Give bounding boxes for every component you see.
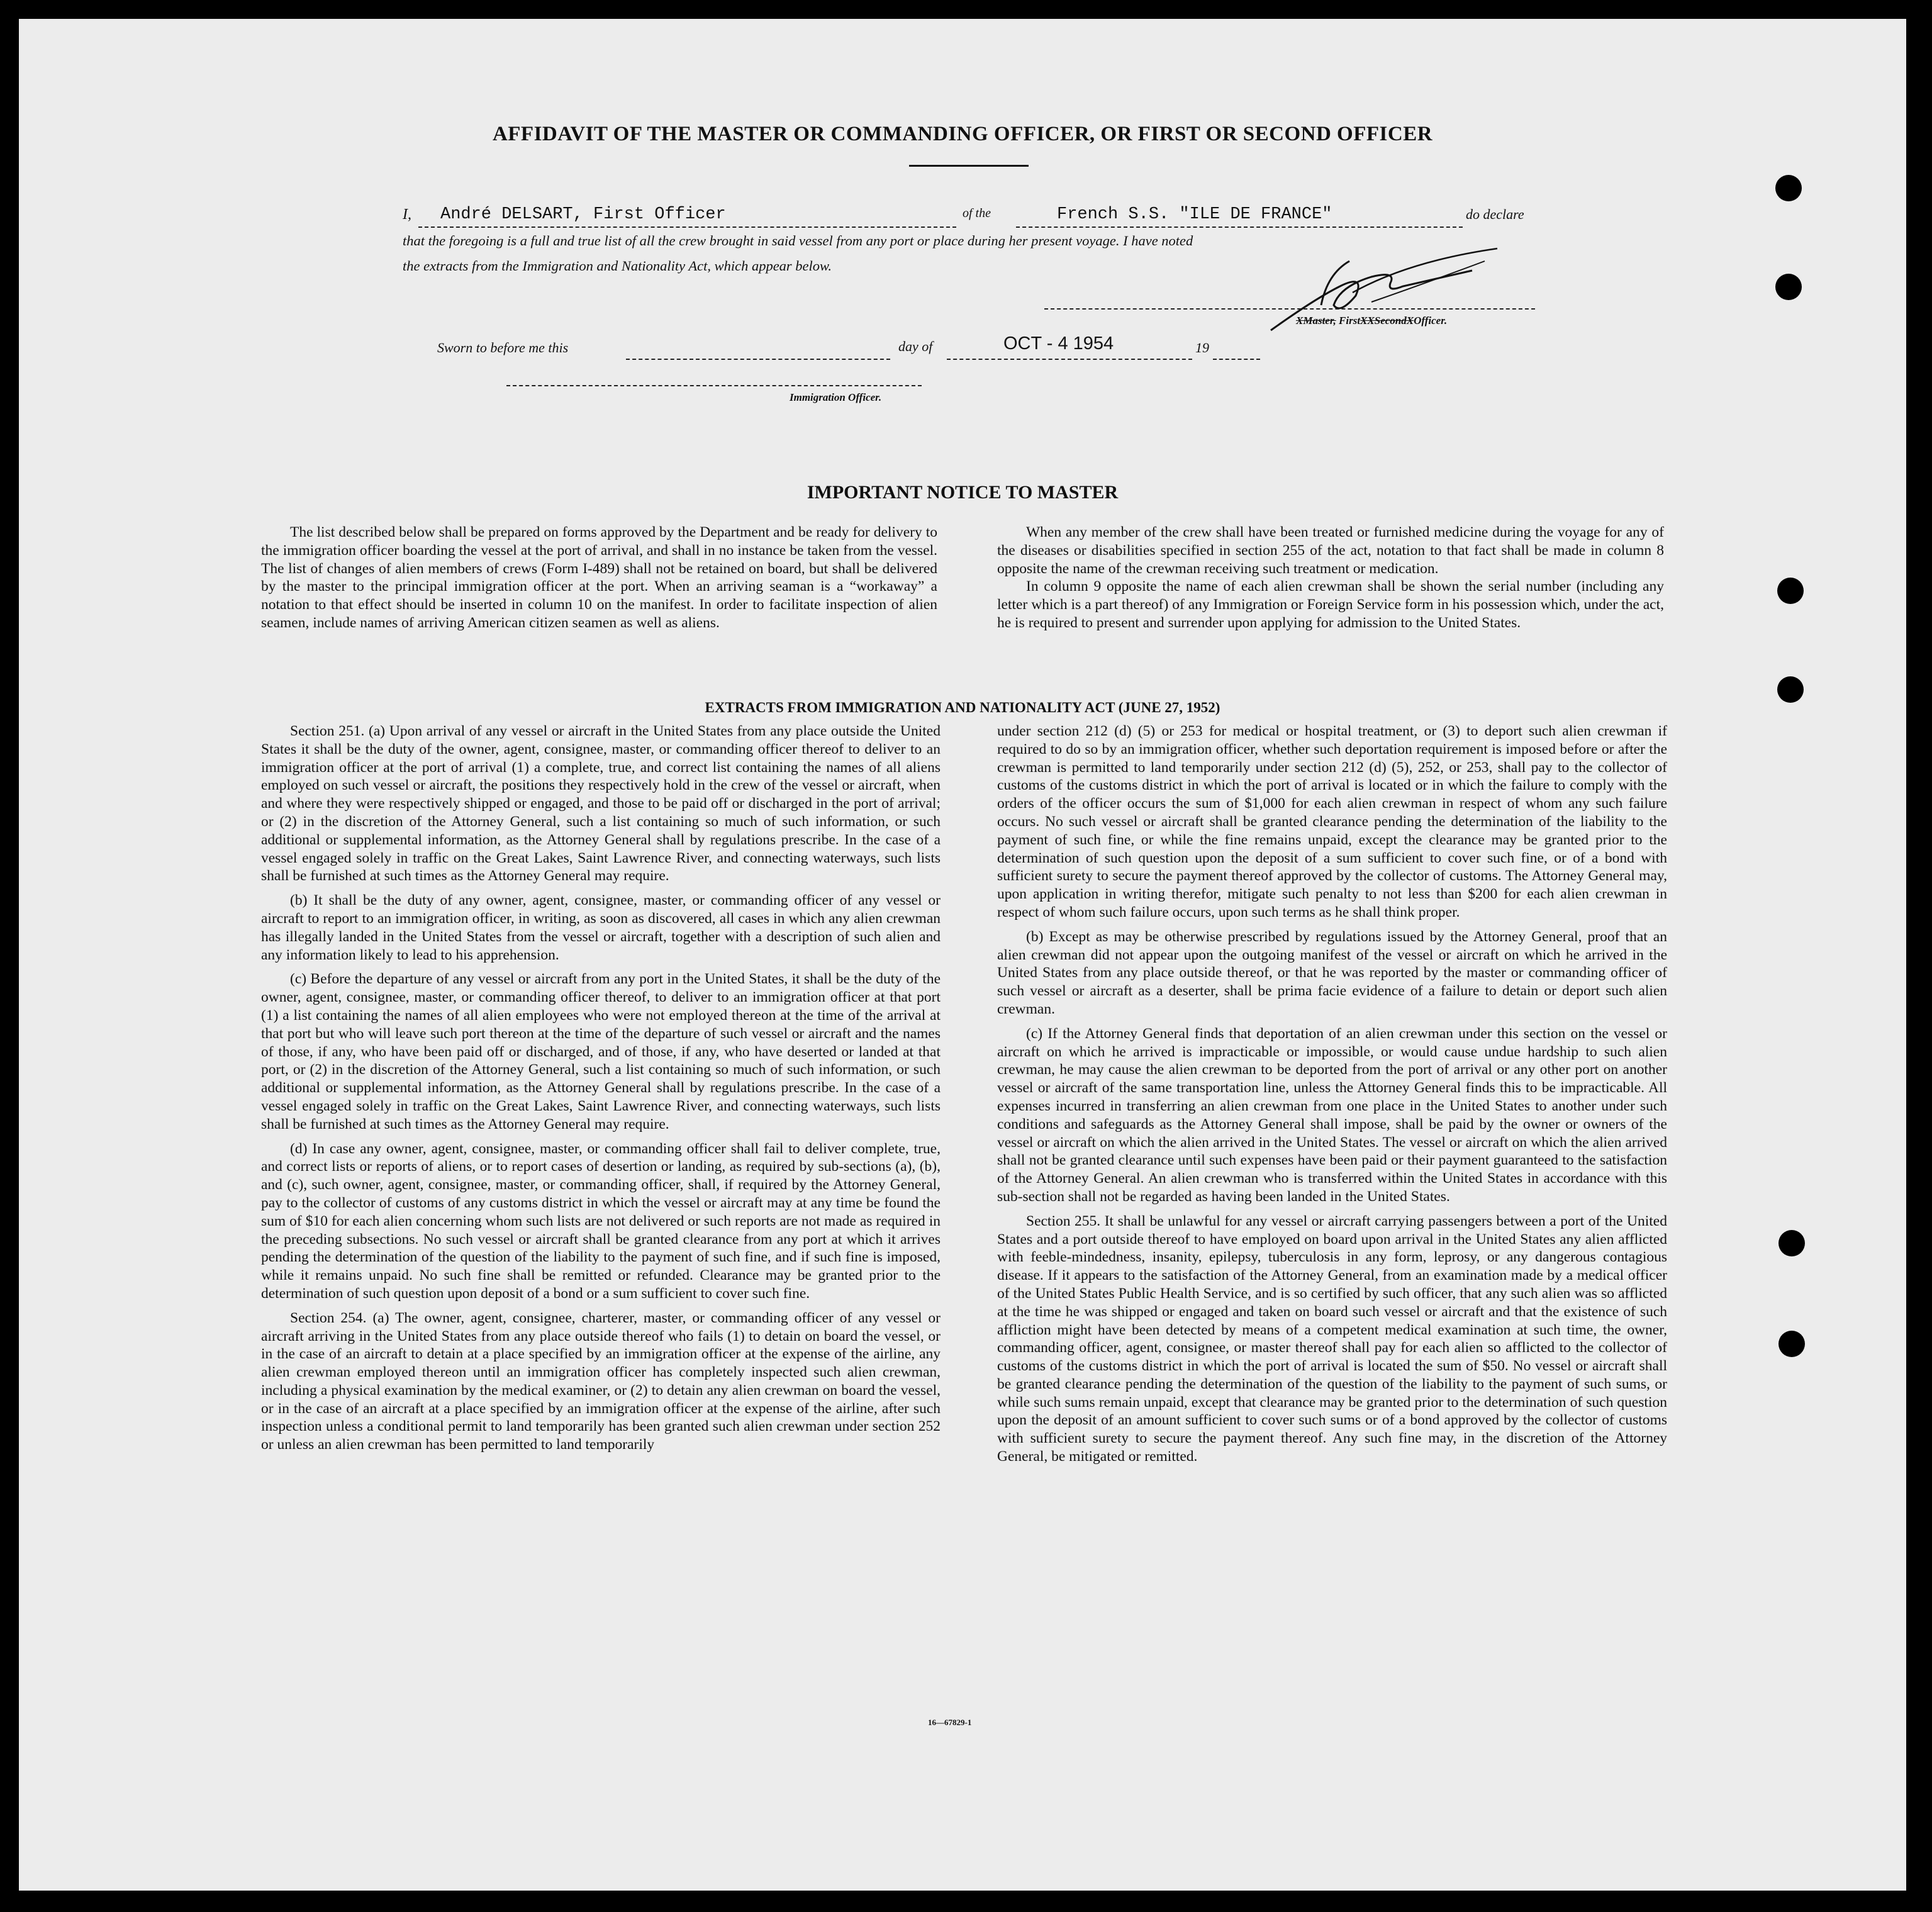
notice-right-paragraph-1: When any member of the crew shall have been treated or furnished medicine during the voyage for any of the diseases or disabilities specified in section 255 of the act, notation to that fact shall be made in column 8 opposite the name of the crewman receiving such treatment or medication.	[997, 524, 1664, 577]
year-line	[1213, 359, 1260, 360]
of-the-label: of the	[963, 206, 991, 220]
section-254-a-cont: under section 212 (d) (5) or 253 for medical or hospital treatment, or (3) to deport such alien crewman if required to do so by an immigration officer, whether such deportation requirement is imposed before or after the crewman is permitted to land temporarily under section 212 (d) (5), 252, or 253, shall pay to the collector of customs of the customs district in which the port of arrival is located or in which the failure to comply with the orders of the officer occurs the sum of $1,000 for each alien crewman in respect of whom any such failure occurs. No such vessel or aircraft shall be granted clearance pending the determination of the liability to the payment of such fine, or while the fine remains unpaid, except the clearance may be granted prior to the determination of such question upon the deposit of a sum sufficient to cover such fine, or of a bond with sufficient surety to secure the payment thereof approved by the collector of customs. The Attorney General may, upon application in writing therefor, mitigate such penalty to not less than $200 for each alien crewman in respect of whom such failure occurs, upon such terms as he shall think proper.	[997, 723, 1667, 920]
declaration-prefix: I,	[403, 206, 411, 223]
name-line	[418, 226, 956, 228]
caption-master-struck: XMaster,	[1296, 315, 1336, 327]
notice-right-paragraph-2: In column 9 opposite the name of each alien crewman shall be shown the serial number (including any letter which is a part thereof) of any Immigration or Foreign Service form in his possession which, under the act, he is required to present and surrender upon applying for admission to the United States.	[997, 578, 1664, 631]
date-stamp: OCT - 4 1954	[1003, 333, 1114, 354]
signature-line	[1044, 308, 1535, 310]
punch-hole	[1775, 274, 1802, 300]
document-page	[19, 19, 1906, 1891]
section-251-a: Section 251. (a) Upon arrival of any vessel or aircraft in the United States from any place outside the United States it shall be the duty of the owner, agent, consignee, master, or commanding officer thereof to deliver to an immigration officer at the port of arrival (1) a complete, true, and correct list containing the names of all aliens employed on such vessel or aircraft, the positions they respectively hold in the crew of the vessel or aircraft, when and where they were respectively shipped or engaged, and those to be paid off or discharged in the port of arrival; or (2) in the discretion of the Attorney General, such a list containing so much of such information, or such additional or supplemental information, as the Attorney General shall by regulations prescribe. In the case of a vessel engaged solely in traffic on the Great Lakes, Saint Lawrence River, and connecting waterways, such lists shall be furnished at such times as the Attorney General may require.	[261, 723, 941, 885]
section-254-b: (b) Except as may be otherwise prescribed by regulations issued by the Attorney General, proof that an alien crewman did not appear upon the outgoing manifest of the vessel or aircraft on which he arrived in the United States from any place outside thereof, or that he was reported by the master or commanding officer of such vessel or aircraft as a deserter, shall be prima facie evidence of a failure to detain or deport such alien crewman.	[997, 928, 1667, 1017]
vessel-line	[1016, 226, 1463, 228]
caption-second-struck: XXSecondX	[1360, 315, 1414, 327]
vessel-name: French S.S. "ILE DE FRANCE"	[1057, 205, 1332, 224]
punch-hole	[1775, 175, 1802, 201]
section-251-b: (b) It shall be the duty of any owner, agent, consignee, master, or commanding officer of any vessel or aircraft to report to an immigration officer, in writing, as soon as discovered, all cases in which any alien crewman has illegally landed in the United States from the vessel or aircraft, together with a description of such alien and any information likely to lead to his apprehension.	[261, 892, 941, 963]
immigration-officer-line	[506, 385, 922, 386]
section-254-c: (c) If the Attorney General finds that deportation of an alien crewman under this section on the vessel or aircraft on which he arrived is impracticable or impossible, or would cause undue hardship to such alien crewman, he may cause the alien crewman to be deported from the port of arrival or any other port on another vessel or aircraft of the same transportation line, unless the Attorney General finds this to be impracticable. All expenses incurred in transferring an alien crewman from one place in the United States to another under such conditions and safeguards as the Attorney General shall impose, shall be paid by the owner or owners of the vessel or aircraft on which the alien arrived in the United States. The vessel or aircraft on which the alien arrived shall not be granted clearance until such expenses have been paid or their payment guaranteed to the satisfaction of the Attorney General. An alien crewman who is transferred within the United States in accordance with this sub-section shall not be regarded as having been landed in the United States.	[997, 1025, 1667, 1205]
immigration-officer-caption: Immigration Officer.	[790, 391, 882, 403]
day-of-label: day of	[898, 338, 933, 354]
notice-right-column	[997, 523, 1664, 639]
declaration-line-2: that the foregoing is a full and true list of all the crew brought in said vessel from any port or place during her present voyage. I have noted	[403, 233, 1193, 249]
form-code: 16—67829-1	[928, 1718, 972, 1727]
notice-left-paragraph: The list described below shall be prepared on forms approved by the Department and be ready for delivery to the immigration officer boarding the vessel at the port of arrival, and shall in no instance be taken from the vessel. The list of changes of alien members of crews (Form I-489) shall not be retained on board, but shall be delivered by the master to the principal immigration officer at the port. When an arriving seaman is a “workaway” a notation to that effect should be inserted in column 10 on the manifest. In order to facilitate inspection of alien seamen, include names of arriving American citizen seamen as well as aliens.	[261, 524, 937, 631]
date-line	[947, 359, 1192, 360]
title-rule	[909, 165, 1029, 167]
notice-title: IMPORTANT NOTICE TO MASTER	[807, 482, 1119, 503]
extracts-right-column	[997, 722, 1667, 1472]
extracts-left-column	[261, 722, 941, 1460]
declaration-line-3: the extracts from the Immigration and Nationality Act, which appear below.	[403, 258, 832, 274]
officer-name: André DELSART, First Officer	[440, 205, 726, 224]
affidavit-title: AFFIDAVIT OF THE MASTER OR COMMANDING OFFICER, OR FIRST OR SECOND OFFICER	[492, 123, 1433, 145]
punch-hole	[1778, 1331, 1805, 1357]
officer-caption	[1296, 315, 1447, 327]
caption-first: First	[1339, 315, 1361, 327]
section-251-c: (c) Before the departure of any vessel or aircraft from any port in the United States, it shall be the duty of the owner, agent, consignee, master, or commanding officer thereof, to deliver to an immigration officer at that port (1) a list containing the names of all alien employees who were not employed thereon at the time of the arrival at that port but who will leave such port thereon at the time of the departure of such vessel or aircraft and the names of those, if any, who have been paid off or discharged, and of those, if any, who have deserted or landed at that port, or (2) in the discretion of the Attorney General, such a list containing so much of such information, or such additional or supplemental information, as the Attorney General shall by regulations prescribe. In the case of a vessel engaged solely in traffic on the Great Lakes, Saint Lawrence River, and connecting waterways, such lists shall be furnished at such times as the Attorney General may require.	[261, 971, 941, 1132]
year-prefix: 19	[1195, 340, 1209, 355]
do-declare-label: do declare	[1466, 206, 1524, 222]
caption-officer: Officer.	[1414, 315, 1448, 327]
sworn-line	[626, 359, 890, 360]
punch-hole	[1777, 676, 1804, 703]
extracts-title: EXTRACTS FROM IMMIGRATION AND NATIONALITY ACT (JUNE 27, 1952)	[705, 700, 1220, 715]
notice-left-column	[261, 523, 937, 639]
section-251-d: (d) In case any owner, agent, consignee, master, or commanding officer shall fail to deliver complete, true, and correct lists or reports of aliens, or to report cases of desertion or landing, as required by sub-sections (a), (b), and (c), such owner, agent, consignee, master, or commanding officer, shall, if required by the Attorney General, pay to the collector of customs of any customs district in which the vessel or aircraft may at any time be found the sum of $10 for each alien concerning whom such lists are not delivered or such reports are not made as required in the preceding subsections. No such vessel or aircraft shall be granted clearance from any port at which it arrives pending the determination of the question of the liability to the payment of such fine, and if such fine is imposed, while it remains unpaid. No such fine shall be remitted or refunded. Clearance may be granted prior to the determination of such question upon deposit of a bond or a sum sufficient to cover such fine.	[261, 1140, 941, 1302]
sworn-label: Sworn to before me this	[437, 340, 569, 355]
punch-hole	[1777, 578, 1804, 604]
section-254-a: Section 254. (a) The owner, agent, consignee, charterer, master, or commanding officer of any vessel or aircraft arriving in the United States from any place outside thereof who fails (1) to detain on board the vessel, or in the case of an aircraft to detain at a place specified by an immigration officer at the expense of the airline, any alien crewman employed thereon until an immigration officer has completely inspected such alien crewman, including a physical examination by the medical examiner, or (2) to detain any alien crewman on board the vessel, or in the case of an aircraft at a place specified by an immigration officer at the expense of the airline, after such inspection unless a conditional permit to land temporarily has been granted such alien crewman under section 252 or unless an alien crewman has been permitted to land temporarily	[261, 1309, 941, 1453]
punch-hole	[1778, 1230, 1805, 1256]
section-255: Section 255. It shall be unlawful for any vessel or aircraft carrying passengers between a port of the United States and a port outside thereof to have employed on board upon arrival in the United States any alien afflicted with feeble-mindedness, insanity, epilepsy, tuberculosis in any form, leprosy, or any dangerous contagious disease. If it appears to the satisfaction of the Attorney General, from an examination made by a medical officer of the United States Public Health Service, and is so certified by such officer, that any such alien was so afflicted at the time he was shipped or engaged and taken on board such vessel or aircraft and that the existence of such affliction might have been detected by means of a competent medical examination at such time, the owner, commanding officer, agent, consignee, or master thereof shall pay for each alien so afflicted to the collector of customs of the customs district in which the port of arrival is located the sum of $50. No vessel or aircraft shall be granted clearance pending the determination of the question of the liability to the payment of such sums, or while such sums remain unpaid, except that clearance may be granted prior to the determination of such question upon the deposit of an amount sufficient to cover such sums or of a bond approved by the collector of customs with sufficient surety to secure the payment thereof. Any such fine may, in the discretion of the Attorney General, be mitigated or remitted.	[997, 1212, 1667, 1465]
